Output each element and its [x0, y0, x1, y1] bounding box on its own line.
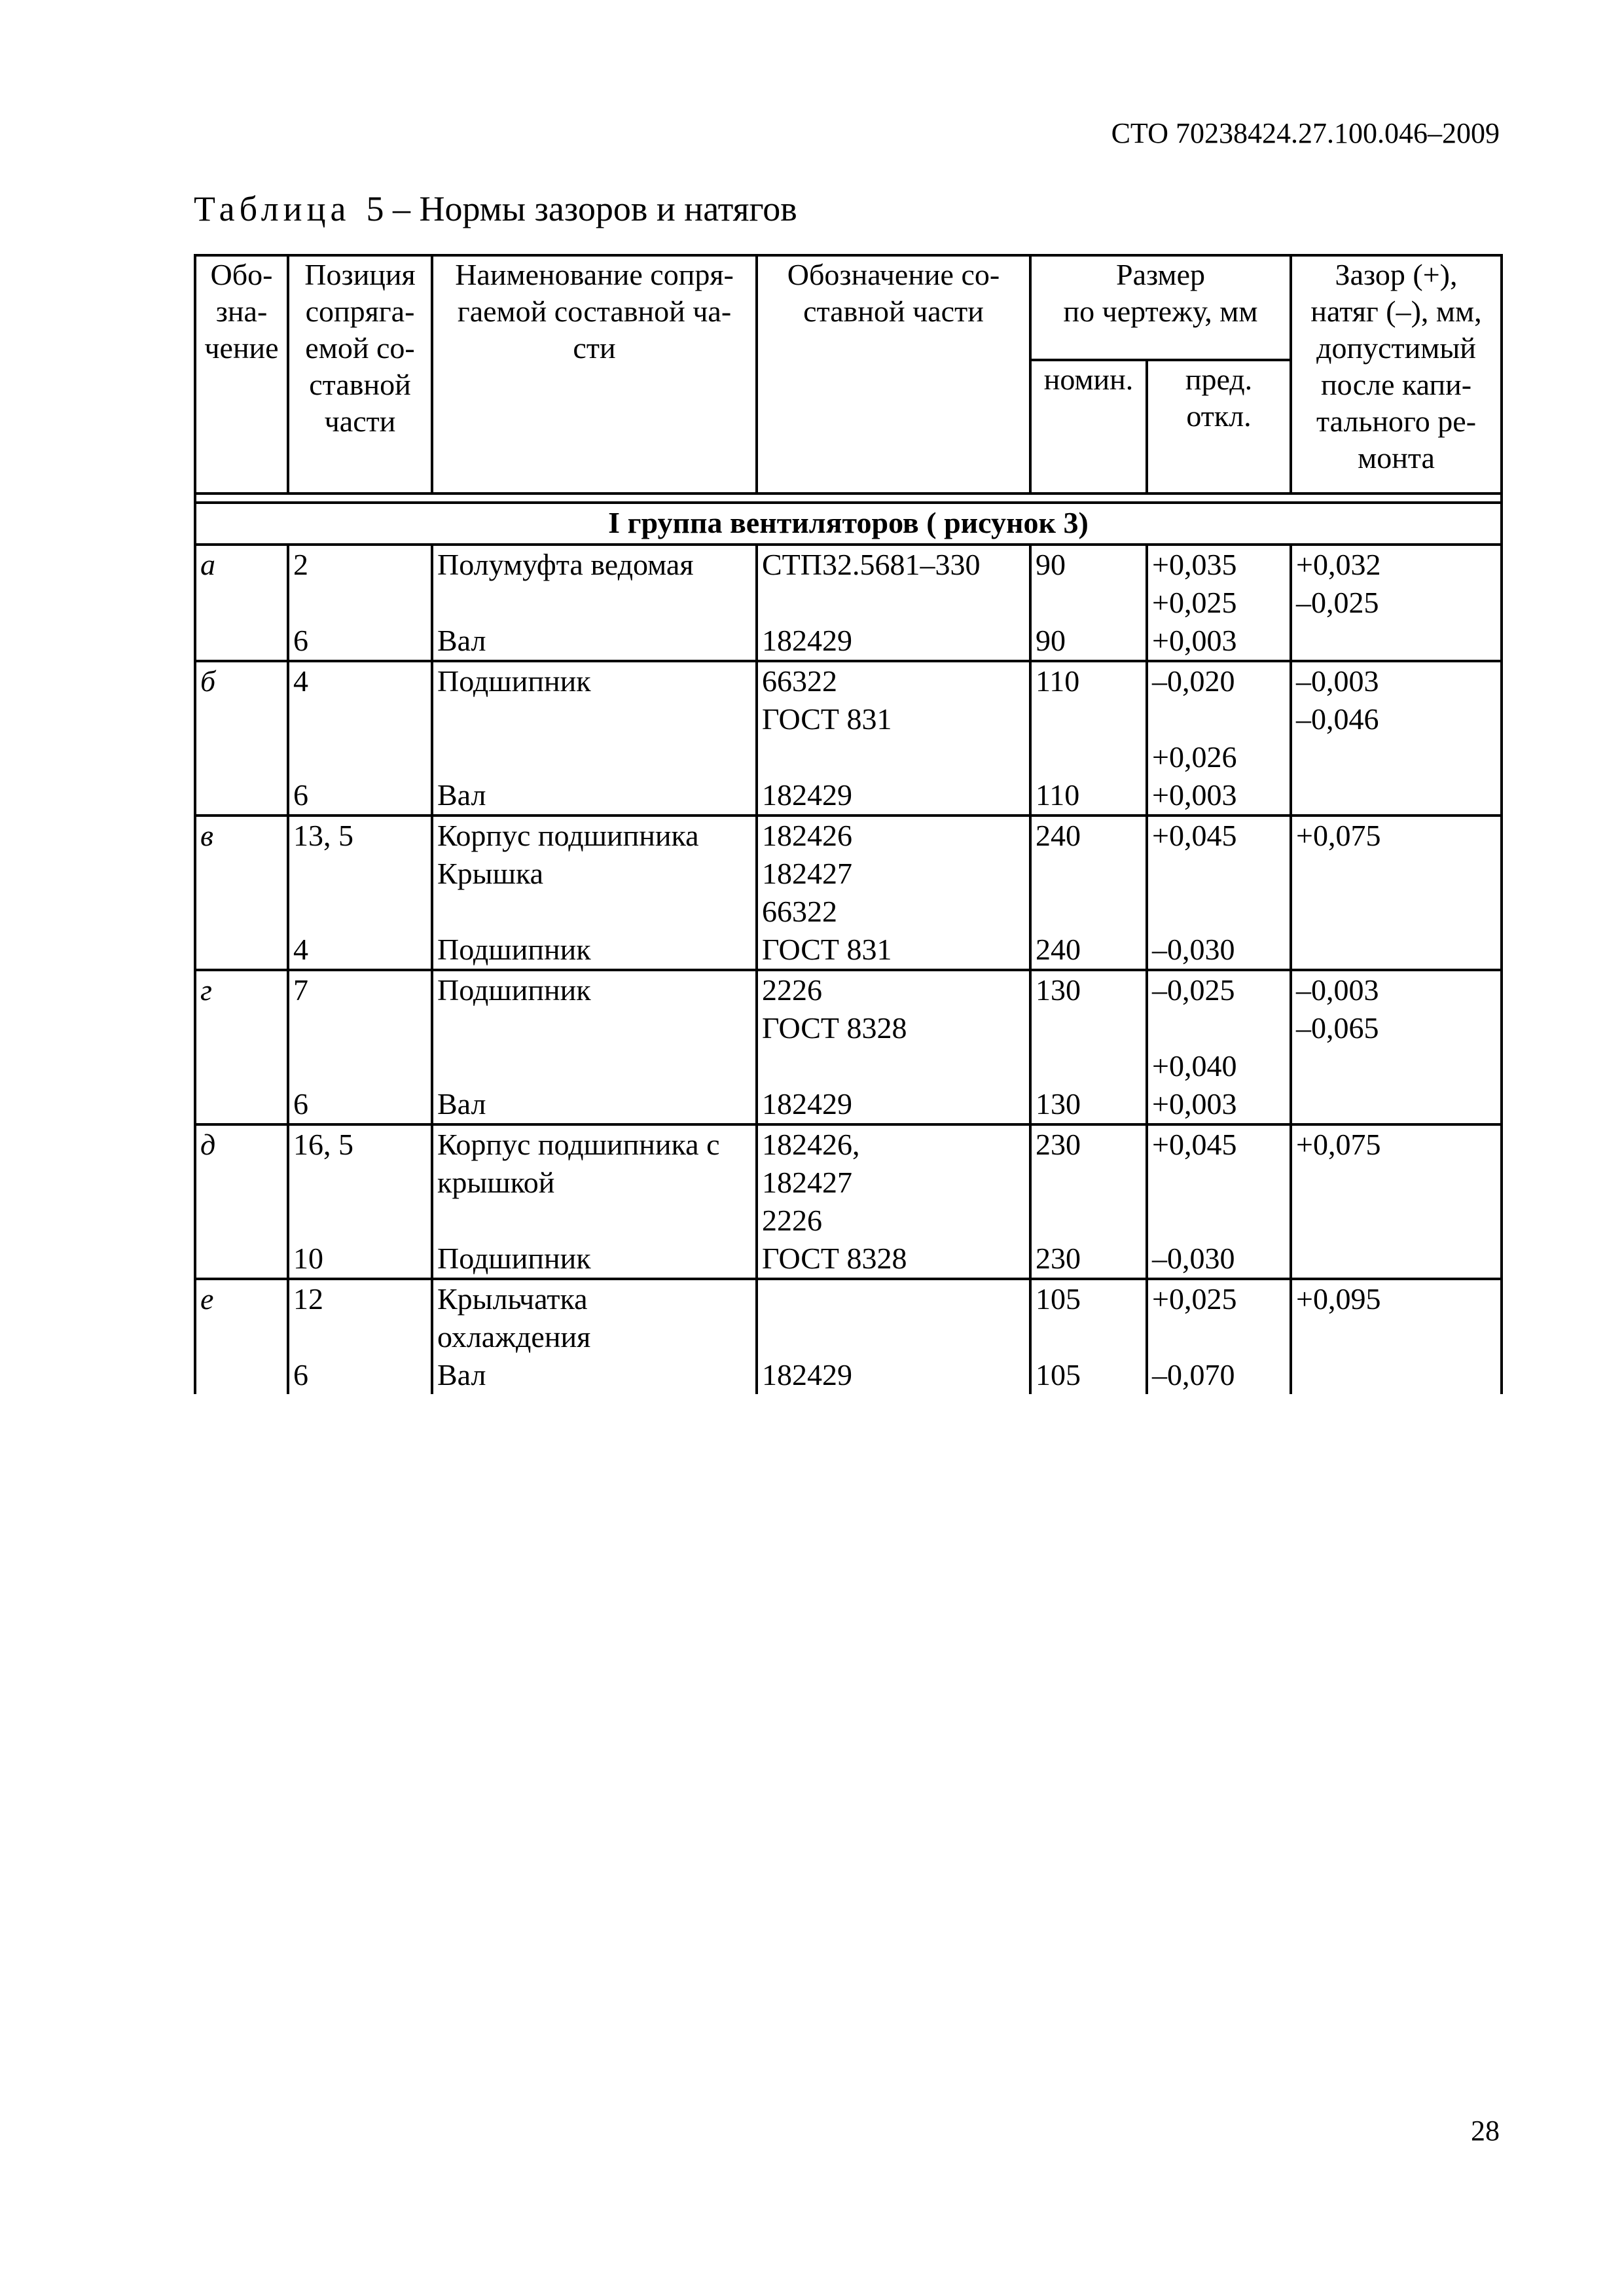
- nominal-cell: 230: [1030, 1202, 1147, 1279]
- nominal-cell: 110: [1030, 738, 1147, 816]
- header-deviation: пред. откл.: [1147, 360, 1291, 493]
- designation-cell: е: [195, 1279, 288, 1394]
- deviation-cell: –0,030: [1147, 893, 1291, 970]
- page-number: 28: [1471, 2115, 1500, 2147]
- position-cell: 13, 5: [288, 816, 432, 893]
- designation-cell: а: [195, 545, 288, 661]
- nominal-cell: 130: [1030, 970, 1147, 1047]
- designation-cell: б: [195, 661, 288, 816]
- deviation-cell: –0,020: [1147, 661, 1291, 738]
- part-cell: 182429: [757, 1047, 1030, 1124]
- name-cell: Корпус подшипника Крышка: [432, 816, 757, 893]
- deviation-cell: +0,045: [1147, 1124, 1291, 1202]
- nominal-cell: 110: [1030, 661, 1147, 738]
- table-row: [195, 545, 1502, 584]
- part-cell: 182426, 182427: [757, 1124, 1030, 1202]
- deviation-cell: +0,045: [1147, 816, 1291, 893]
- nominal-cell: 240: [1030, 816, 1147, 893]
- position-cell: 6: [288, 1356, 432, 1394]
- header-designation: Обо- зна- чение: [195, 255, 288, 493]
- table-caption: [194, 188, 797, 229]
- part-cell: 182429: [757, 1356, 1030, 1394]
- part-cell: 66322 ГОСТ 831: [757, 661, 1030, 738]
- designation-cell: д: [195, 1124, 288, 1279]
- position-cell: 4: [288, 893, 432, 970]
- table-row: [195, 970, 1502, 1047]
- header-size-group: Размер по чертежу, мм: [1030, 255, 1291, 360]
- name-cell: Подшипник: [432, 970, 757, 1047]
- header-part-designation: Обозначение со- ставной части: [757, 255, 1030, 493]
- fit-cell: –0,003 –0,046: [1291, 661, 1502, 816]
- name-cell: Подшипник: [432, 893, 757, 970]
- nominal-cell: 240: [1030, 893, 1147, 970]
- name-cell: Полумуфта ведомая: [432, 545, 757, 584]
- name-cell: Подшипник: [432, 1202, 757, 1279]
- part-cell: 182426 182427: [757, 816, 1030, 893]
- part-cell: 2226 ГОСТ 8328: [757, 970, 1030, 1047]
- norms-table: [194, 254, 1503, 1394]
- nominal-cell: 130: [1030, 1047, 1147, 1124]
- name-cell: Вал: [432, 1047, 757, 1124]
- part-cell: 182429: [757, 584, 1030, 661]
- position-cell: 12: [288, 1279, 432, 1356]
- table-row: [195, 1279, 1502, 1356]
- name-cell: Крыльчатка охлаждения: [432, 1279, 757, 1356]
- position-cell: 10: [288, 1202, 432, 1279]
- header-nominal: номин.: [1030, 360, 1147, 493]
- standard-code: СТО 70238424.27.100.046–2009: [1111, 117, 1500, 149]
- deviation-cell: +0,026 +0,003: [1147, 738, 1291, 816]
- designation-cell: в: [195, 816, 288, 970]
- position-cell: 7: [288, 970, 432, 1047]
- deviation-cell: +0,025: [1147, 1279, 1291, 1356]
- part-cell: 66322 ГОСТ 831: [757, 893, 1030, 970]
- nominal-cell: 90: [1030, 584, 1147, 661]
- name-cell: Вал: [432, 1356, 757, 1394]
- position-cell: 6: [288, 738, 432, 816]
- header-position: Позиция сопряга- емой со- ставной части: [288, 255, 432, 493]
- part-cell: СТП32.5681–330: [757, 545, 1030, 584]
- fit-cell: +0,032 –0,025: [1291, 545, 1502, 661]
- table-row: [195, 1124, 1502, 1202]
- fit-cell: –0,003 –0,065: [1291, 970, 1502, 1124]
- position-cell: 16, 5: [288, 1124, 432, 1202]
- name-cell: Вал: [432, 738, 757, 816]
- fit-cell: +0,075: [1291, 816, 1502, 970]
- header-fit: Зазор (+), натяг (–), мм, допустимый после капи- тального ре- монта: [1291, 255, 1502, 493]
- deviation-cell: –0,025: [1147, 970, 1291, 1047]
- designation-cell: г: [195, 970, 288, 1124]
- header-separator: [195, 493, 1502, 503]
- fit-cell: +0,075: [1291, 1124, 1502, 1279]
- deviation-cell: +0,025 +0,003: [1147, 584, 1291, 661]
- deviation-cell: –0,070: [1147, 1356, 1291, 1394]
- nominal-cell: 105: [1030, 1356, 1147, 1394]
- group-title: I группа вентиляторов ( рисунок 3): [195, 503, 1502, 545]
- header-name: Наименование сопря- гаемой составной ча- сти: [432, 255, 757, 493]
- caption-title: – Нормы зазоров и натягов: [392, 189, 797, 228]
- position-cell: 4: [288, 661, 432, 738]
- nominal-cell: 105: [1030, 1279, 1147, 1356]
- fit-cell: +0,095: [1291, 1279, 1502, 1394]
- name-cell: Вал: [432, 584, 757, 661]
- name-cell: Корпус подшипника с крышкой: [432, 1124, 757, 1202]
- position-cell: 2: [288, 545, 432, 584]
- nominal-cell: 90: [1030, 545, 1147, 584]
- table-row: [195, 816, 1502, 893]
- caption-number: 5: [366, 189, 384, 228]
- name-cell: Подшипник: [432, 661, 757, 738]
- position-cell: 6: [288, 584, 432, 661]
- deviation-cell: –0,030: [1147, 1202, 1291, 1279]
- part-cell: 182429: [757, 738, 1030, 816]
- part-cell: [757, 1279, 1030, 1356]
- deviation-cell: +0,040 +0,003: [1147, 1047, 1291, 1124]
- position-cell: 6: [288, 1047, 432, 1124]
- part-cell: 2226 ГОСТ 8328: [757, 1202, 1030, 1279]
- caption-label: Таблица: [194, 189, 351, 228]
- nominal-cell: 230: [1030, 1124, 1147, 1202]
- deviation-cell: +0,035: [1147, 545, 1291, 584]
- table-row: [195, 661, 1502, 738]
